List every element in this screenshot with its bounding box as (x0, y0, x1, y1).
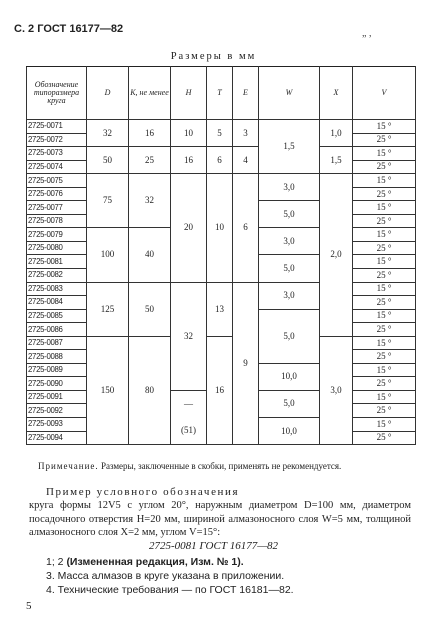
cell-v: 15 ° (353, 418, 416, 432)
table-header-row (27, 67, 416, 120)
cell-v: 25 ° (353, 323, 416, 337)
table-note (38, 461, 408, 473)
table-row (27, 120, 416, 134)
col-header-code: Обозначение типоразмера круга (27, 67, 87, 120)
type-code: 2725-0082 (27, 269, 87, 283)
cell-x: 2,0 (320, 174, 353, 337)
cell-t: 5 (207, 120, 233, 147)
type-code: 2725-0088 (27, 350, 87, 364)
cell-v: 25 ° (353, 241, 416, 255)
cell-v: 25 ° (353, 377, 416, 391)
cell-v: 15 ° (353, 201, 416, 215)
cell-k: 40 (129, 228, 171, 282)
type-code: 2725-0078 (27, 214, 87, 228)
cell-t: 6 (207, 147, 233, 174)
type-code: 2725-0093 (27, 418, 87, 432)
example-body: круга формы 12V5 с углом 20°, наружным диаметром D=100 мм, диаметром посадочного отверстия H=20 мм, шириной алмазоносного слоя W=5 мм, толщиной алмазоносного слоя X=2 мм, углом V=15°: (29, 500, 411, 538)
cell-w: 1,5 (259, 120, 320, 174)
cell-v: 15 ° (353, 147, 416, 161)
cell-k: 80 (129, 336, 171, 444)
clause-3: 3. Масса алмазов в круге указана в приложении. (46, 570, 285, 582)
cell-w: 10,0 (259, 418, 320, 445)
cell-h: (51) (171, 418, 207, 445)
cell-e: 3 (233, 120, 259, 147)
cell-w: 3,0 (259, 228, 320, 255)
note-label: Примечание. (38, 461, 99, 471)
cell-d: 125 (87, 282, 129, 336)
type-code: 2725-0079 (27, 228, 87, 242)
cell-d: 32 (87, 120, 129, 147)
cell-e: 6 (233, 174, 259, 282)
cell-k: 25 (129, 147, 171, 174)
cell-t: 16 (207, 336, 233, 444)
header-mark: „ , (362, 28, 372, 39)
cell-v: 15 ° (353, 228, 416, 242)
cell-v: 25 ° (353, 160, 416, 174)
cell-v: 25 ° (353, 133, 416, 147)
cell-v: 15 ° (353, 120, 416, 134)
cell-t: 13 (207, 282, 233, 336)
cell-w: 5,0 (259, 390, 320, 417)
type-code: 2725-0087 (27, 336, 87, 350)
cell-k: 50 (129, 282, 171, 336)
clause-4: 4. Технические требования — по ГОСТ 16181—82. (46, 584, 294, 596)
type-code: 2725-0075 (27, 174, 87, 188)
col-header-t: T (207, 67, 233, 120)
type-code: 2725-0073 (27, 147, 87, 161)
cell-w: 3,0 (259, 174, 320, 201)
cell-v: 25 ° (353, 431, 416, 445)
cell-t: 10 (207, 174, 233, 282)
type-code: 2725-0094 (27, 431, 87, 445)
cell-v: 25 ° (353, 269, 416, 283)
cell-h: — (171, 390, 207, 417)
example-heading: Пример условного обозначения (46, 486, 240, 498)
cell-w: 10,0 (259, 363, 320, 390)
table-row (27, 147, 416, 161)
cell-v: 25 ° (353, 187, 416, 201)
clause-list (46, 555, 294, 597)
cell-h: 10 (171, 120, 207, 147)
cell-e: 9 (233, 282, 259, 445)
cell-d: 150 (87, 336, 129, 444)
page-number: 5 (26, 600, 32, 612)
type-code: 2725-0086 (27, 323, 87, 337)
type-code: 2725-0089 (27, 363, 87, 377)
cell-x: 1,0 (320, 120, 353, 147)
cell-v: 15 ° (353, 390, 416, 404)
dimensions-caption: Размеры в мм (170, 51, 257, 62)
page-header: С. 2 ГОСТ 16177—82 (14, 23, 124, 35)
amendment-note: (Измененная редакция, Изм. № 1). (66, 556, 244, 568)
col-header-k: K, не менее (129, 67, 171, 120)
cell-v: 15 ° (353, 255, 416, 269)
cell-h: 20 (171, 174, 207, 282)
cell-d: 50 (87, 147, 129, 174)
table-row (27, 336, 416, 350)
cell-x: 1,5 (320, 147, 353, 174)
type-code: 2725-0077 (27, 201, 87, 215)
col-header-d: D (87, 67, 129, 120)
cell-w: 5,0 (259, 309, 320, 363)
cell-w: 3,0 (259, 282, 320, 309)
cell-d: 100 (87, 228, 129, 282)
cell-w: 5,0 (259, 255, 320, 282)
type-code: 2725-0090 (27, 377, 87, 391)
cell-e: 4 (233, 147, 259, 174)
cell-w: 5,0 (259, 201, 320, 228)
type-code: 2725-0072 (27, 133, 87, 147)
col-header-v: V (353, 67, 416, 120)
cell-h: 32 (171, 282, 207, 390)
cell-k: 32 (129, 174, 171, 228)
type-code: 2725-0085 (27, 309, 87, 323)
clause-1-2: 1; 2 (Измененная редакция, Изм. № 1). (46, 556, 244, 568)
col-header-w: W (259, 67, 320, 120)
table-row (27, 174, 416, 188)
type-code: 2725-0071 (27, 120, 87, 134)
type-code: 2725-0081 (27, 255, 87, 269)
cell-h: 16 (171, 147, 207, 174)
cell-v: 15 ° (353, 174, 416, 188)
cell-v: 25 ° (353, 404, 416, 418)
type-code: 2725-0084 (27, 296, 87, 310)
cell-v: 15 ° (353, 309, 416, 323)
cell-v: 15 ° (353, 363, 416, 377)
cell-v: 15 ° (353, 336, 416, 350)
cell-x: 3,0 (320, 336, 353, 444)
cell-d: 75 (87, 174, 129, 228)
type-code: 2725-0076 (27, 187, 87, 201)
table-row (27, 282, 416, 296)
cell-v: 25 ° (353, 350, 416, 364)
cell-v: 25 ° (353, 214, 416, 228)
cell-v: 15 ° (353, 282, 416, 296)
col-header-h: H (171, 67, 207, 120)
col-header-e: E (233, 67, 259, 120)
dimensions-table (26, 66, 416, 445)
type-code: 2725-0092 (27, 404, 87, 418)
type-code: 2725-0080 (27, 241, 87, 255)
type-code: 2725-0074 (27, 160, 87, 174)
cell-v: 25 ° (353, 296, 416, 310)
note-text: Размеры, заключенные в скобки, применять не рекомендуется. (100, 461, 342, 471)
type-code: 2725-0083 (27, 282, 87, 296)
col-header-x: X (320, 67, 353, 120)
type-code: 2725-0091 (27, 390, 87, 404)
example-designation: 2725-0081 ГОСТ 16177—82 (149, 540, 278, 552)
cell-k: 16 (129, 120, 171, 147)
